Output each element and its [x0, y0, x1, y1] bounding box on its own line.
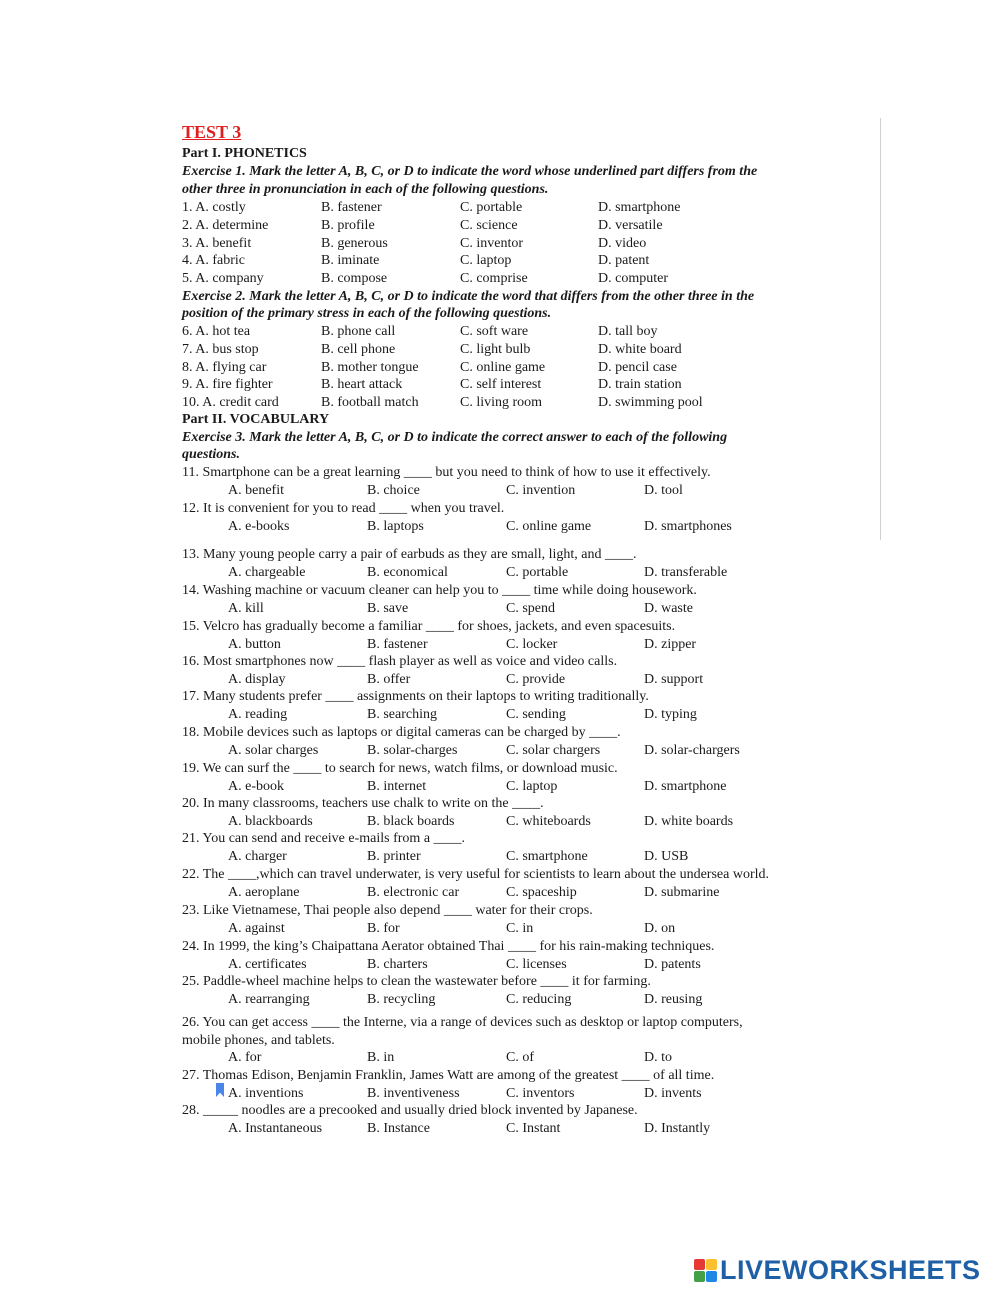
- answer-option[interactable]: A. benefit: [228, 483, 284, 498]
- answer-option[interactable]: B. laptops: [367, 519, 424, 534]
- answer-option[interactable]: B. iminate: [321, 253, 380, 269]
- answer-option[interactable]: D. on: [644, 921, 676, 936]
- answer-option[interactable]: D. versatile: [598, 217, 663, 233]
- answer-option[interactable]: A. rearranging: [228, 992, 310, 1007]
- answer-option[interactable]: A. for: [228, 1050, 262, 1065]
- answer-option[interactable]: B. charters: [367, 957, 428, 972]
- answer-option[interactable]: 3. A. benefit: [182, 235, 252, 251]
- page-title: TEST 3: [182, 122, 242, 142]
- answer-option[interactable]: C. soft ware: [460, 324, 529, 339]
- exercise-2-instruction-cont: position of the primary stress in each of the following questions.: [182, 306, 552, 321]
- answer-option[interactable]: A. chargeable: [228, 565, 306, 580]
- exercise-3-instruction-cont: questions.: [182, 447, 240, 462]
- answer-option[interactable]: A. solar charges: [228, 743, 319, 758]
- answer-option[interactable]: D. reusing: [644, 992, 703, 1007]
- logo-tile: [694, 1271, 705, 1282]
- answer-option[interactable]: D. white boards: [644, 814, 734, 829]
- answer-option[interactable]: D. pencil case: [598, 359, 677, 375]
- answer-option[interactable]: B. heart attack: [321, 377, 403, 393]
- answer-option[interactable]: A. against: [228, 921, 285, 936]
- part-2-heading: Part II. VOCABULARY: [182, 412, 330, 427]
- answer-option[interactable]: B. in: [367, 1050, 395, 1065]
- answer-option[interactable]: 7. A. bus stop: [182, 341, 259, 357]
- answer-option[interactable]: A. button: [228, 637, 281, 652]
- answer-option[interactable]: A. kill: [228, 601, 264, 616]
- answer-option[interactable]: D. swimming pool: [598, 395, 703, 410]
- logo-tile: [706, 1259, 717, 1270]
- answer-option[interactable]: C. spend: [506, 601, 555, 616]
- answer-option[interactable]: D. USB: [644, 849, 689, 864]
- answer-option[interactable]: D. support: [644, 672, 704, 687]
- answer-option[interactable]: B. phone call: [321, 324, 396, 339]
- answer-option[interactable]: D. white board: [598, 341, 682, 357]
- answer-option[interactable]: C. smartphone: [506, 849, 588, 864]
- answer-option[interactable]: D. patents: [644, 957, 701, 972]
- answer-option[interactable]: C. self interest: [460, 377, 542, 393]
- answer-option[interactable]: C. invention: [506, 483, 576, 498]
- answer-option[interactable]: C. laptop: [506, 779, 558, 794]
- question-text: 21. You can send and receive e-mails from a ____.: [182, 831, 466, 846]
- answer-option[interactable]: 8. A. flying car: [182, 359, 267, 375]
- answer-option[interactable]: B. inventiveness: [367, 1086, 460, 1101]
- answer-option[interactable]: D. solar-chargers: [644, 743, 740, 758]
- answer-option[interactable]: A. blackboards: [228, 814, 313, 829]
- answer-option[interactable]: C. online game: [460, 359, 546, 375]
- logo-tile: [706, 1271, 717, 1282]
- answer-option[interactable]: C. locker: [506, 637, 558, 652]
- question-text: 25. Paddle-wheel machine helps to clean the wastewater before ____ it for farming.: [182, 974, 651, 989]
- answer-option[interactable]: D. smartphone: [644, 779, 727, 794]
- bookmark-icon[interactable]: [216, 1083, 224, 1097]
- answer-option[interactable]: 5. A. company: [182, 271, 264, 286]
- answer-option[interactable]: B. fastener: [321, 200, 382, 215]
- question-text: 22. The ____,which can travel underwater, is very useful for scientists to learn about the undersea world.: [182, 867, 770, 882]
- logo-text: LIVEWORKSHEETS: [720, 1254, 981, 1285]
- answer-option[interactable]: A. display: [228, 672, 286, 687]
- answer-option[interactable]: C. provide: [506, 672, 566, 687]
- answer-option[interactable]: 2. A. determine: [182, 217, 269, 233]
- question-text: 16. Most smartphones now ____ flash player as well as voice and video calls.: [182, 654, 618, 669]
- question-text: 23. Like Vietnamese, Thai people also depend ____ water for their crops.: [182, 903, 593, 918]
- answer-option[interactable]: D. tall boy: [598, 324, 658, 339]
- answer-option[interactable]: B. offer: [367, 672, 411, 687]
- question-text: 19. We can surf the ____ to search for news, watch films, or download music.: [182, 761, 618, 776]
- answer-option[interactable]: B. internet: [367, 779, 427, 794]
- answer-option[interactable]: D. transferable: [644, 565, 728, 580]
- answer-option[interactable]: C. of: [506, 1050, 534, 1065]
- answer-option[interactable]: C. inventors: [506, 1086, 575, 1101]
- answer-option[interactable]: D. smartphones: [644, 519, 732, 534]
- answer-option[interactable]: 6. A. hot tea: [182, 324, 251, 339]
- answer-option[interactable]: C. portable: [460, 200, 523, 215]
- page-edge-divider: [880, 118, 881, 540]
- answer-option[interactable]: B. fastener: [367, 637, 428, 652]
- answer-option[interactable]: D. zipper: [644, 637, 697, 652]
- answer-option[interactable]: A. certificates: [228, 957, 307, 972]
- question-text: 28. _____ noodles are a precooked and usually dried block invented by Japanese.: [182, 1103, 638, 1118]
- question-text: 24. In 1999, the king’s Chaipattana Aerator obtained Thai ____ for his rain-making techniques.: [182, 939, 715, 954]
- answer-option[interactable]: B. for: [367, 921, 400, 936]
- exercise-1-instruction: Exercise 1. Mark the letter A, B, C, or D to indicate the word whose underlined part differs from the: [182, 164, 758, 179]
- answer-option[interactable]: C. laptop: [460, 253, 512, 269]
- answer-option[interactable]: B. solar-charges: [367, 743, 458, 758]
- liveworksheets-logo: [694, 1256, 981, 1284]
- answer-option[interactable]: 4. A. fabric: [182, 253, 245, 269]
- question-text: 26. You can get access ____ the Interne, via a range of devices such as desktop or laptop computers,: [182, 1015, 743, 1030]
- answer-option[interactable]: B. profile: [321, 217, 375, 233]
- logo-tile: [694, 1259, 705, 1270]
- answer-option[interactable]: B. economical: [367, 565, 448, 580]
- answer-option[interactable]: A. Instantaneous: [228, 1121, 323, 1136]
- answer-option[interactable]: D. video: [598, 235, 647, 251]
- answer-option[interactable]: 9. A. fire fighter: [182, 377, 273, 393]
- answer-option[interactable]: D. train station: [598, 377, 682, 393]
- answer-option[interactable]: 10. A. credit card: [182, 395, 279, 410]
- answer-option[interactable]: D. invents: [644, 1086, 702, 1101]
- answer-option[interactable]: D. tool: [644, 483, 683, 498]
- question-text: 15. Velcro has gradually become a familiar ____ for shoes, jackets, and even spacesuits.: [182, 619, 676, 634]
- answer-option[interactable]: D. patent: [598, 253, 650, 269]
- answer-option[interactable]: B. football match: [321, 395, 419, 410]
- answer-option[interactable]: A. reading: [228, 707, 288, 722]
- exercise-3-instruction: Exercise 3. Mark the letter A, B, C, or D to indicate the correct answer to each of the following: [182, 430, 728, 445]
- live-logo-icon: [694, 1259, 717, 1282]
- answer-option[interactable]: D. to: [644, 1050, 672, 1065]
- answer-option[interactable]: C. spaceship: [506, 885, 577, 900]
- answer-option[interactable]: B. black boards: [367, 814, 455, 829]
- question-text: 12. It is convenient for you to read ____ when you travel.: [182, 501, 505, 516]
- question-text: 11. Smartphone can be a great learning ____ but you need to think of how to use it effectively.: [182, 465, 711, 480]
- answer-option[interactable]: C. online game: [506, 519, 592, 534]
- question-text: 27. Thomas Edison, Benjamin Franklin, James Watt are among of the greatest ____ of all time.: [182, 1068, 715, 1083]
- question-text: 18. Mobile devices such as laptops or digital cameras can be charged by ____.: [182, 725, 621, 740]
- answer-option[interactable]: A. e-books: [228, 519, 290, 534]
- answer-option[interactable]: C. light bulb: [460, 341, 531, 357]
- answer-option[interactable]: D. smartphone: [598, 200, 681, 215]
- answer-option[interactable]: C. science: [460, 217, 518, 233]
- answer-option[interactable]: D. computer: [598, 271, 668, 286]
- answer-option[interactable]: C. inventor: [460, 235, 523, 251]
- answer-option[interactable]: A. e-book: [228, 779, 284, 794]
- answer-option[interactable]: B. recycling: [367, 992, 436, 1007]
- question-text: 20. In many classrooms, teachers use chalk to write on the ____.: [182, 796, 544, 811]
- answer-option[interactable]: C. sending: [506, 707, 566, 722]
- answer-option[interactable]: B. mother tongue: [321, 359, 419, 375]
- answer-option[interactable]: A. inventions: [228, 1086, 304, 1101]
- answer-option[interactable]: B. cell phone: [321, 341, 396, 357]
- answer-option[interactable]: C. reducing: [506, 992, 572, 1007]
- answer-option[interactable]: 1. A. costly: [182, 200, 246, 215]
- answer-option[interactable]: D. typing: [644, 707, 697, 722]
- answer-option[interactable]: D. submarine: [644, 885, 720, 900]
- answer-option[interactable]: B. printer: [367, 849, 421, 864]
- answer-option[interactable]: B. compose: [321, 271, 388, 286]
- answer-option[interactable]: A. charger: [228, 849, 287, 864]
- answer-option[interactable]: C. licenses: [506, 957, 567, 972]
- answer-option[interactable]: C. whiteboards: [506, 814, 591, 829]
- answer-option[interactable]: B. Instance: [367, 1121, 430, 1136]
- exercise-2-instruction: Exercise 2. Mark the letter A, B, C, or D to indicate the word that differs from the other three in the: [182, 289, 755, 304]
- answer-option[interactable]: C. comprise: [460, 271, 528, 286]
- answer-option[interactable]: B. searching: [367, 707, 437, 722]
- question-text: 14. Washing machine or vacuum cleaner can help you to ____ time while doing housework.: [182, 583, 697, 598]
- question-text-cont: mobile phones, and tablets.: [182, 1033, 335, 1048]
- answer-option[interactable]: C. in: [506, 921, 534, 936]
- answer-option[interactable]: A. aeroplane: [228, 885, 300, 900]
- answer-option[interactable]: C. Instant: [506, 1121, 561, 1136]
- answer-option[interactable]: B. generous: [321, 235, 388, 251]
- answer-option[interactable]: D. Instantly: [644, 1121, 711, 1136]
- answer-option[interactable]: C. solar chargers: [506, 743, 601, 758]
- question-text: 13. Many young people carry a pair of earbuds as they are small, light, and ____.: [182, 547, 637, 562]
- question-text: 17. Many students prefer ____ assignments on their laptops to writing traditionally.: [182, 689, 649, 704]
- answer-option[interactable]: C. portable: [506, 565, 569, 580]
- part-1-heading: Part I. PHONETICS: [182, 146, 307, 161]
- answer-option[interactable]: D. waste: [644, 601, 693, 616]
- answer-option[interactable]: C. living room: [460, 395, 543, 410]
- answer-option[interactable]: B. choice: [367, 483, 420, 498]
- answer-option[interactable]: B. save: [367, 601, 409, 616]
- answer-option[interactable]: B. electronic car: [367, 885, 460, 900]
- exercise-1-instruction-cont: other three in pronunciation in each of the following questions.: [182, 182, 549, 197]
